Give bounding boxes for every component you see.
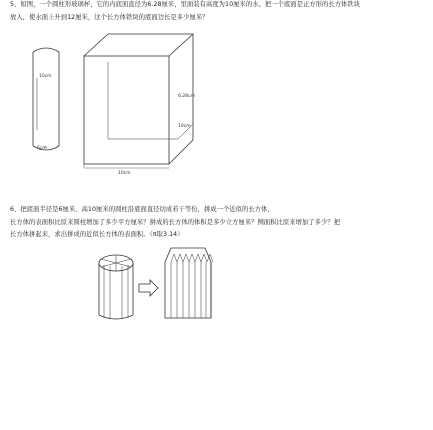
question-5-line-2: 放入，使水面上升到12厘米，这个长方体铁块的底面边长是多少厘米？: [10, 13, 209, 21]
sliced-cylinder: [99, 255, 133, 319]
question-6-line-1: 6、把底面半径是6厘米、高10厘米的圆柱沿底面直径切成若干等份，拼成一个近似的长方体，: [10, 206, 274, 213]
box-height-label: 10cm: [178, 124, 191, 129]
cylinder-diameter-label: 6cm: [37, 146, 47, 151]
box-diagram: [84, 34, 193, 168]
question-6: [10, 204, 420, 242]
question-6-figure: [99, 248, 213, 319]
cylinder-diagram: [33, 48, 59, 150]
question-6-line-2: 长方体的表面积比原来圆柱增加了多少平方厘米？拼成的长方体的体积是多少立方厘米？侧面积比原来增加了多少？把: [10, 218, 341, 226]
box-width-label: 10cm: [118, 171, 131, 176]
approximate-cuboid: [165, 248, 213, 318]
cylinder-height-label: 10cm: [39, 74, 52, 79]
transform-arrow-icon: [139, 280, 158, 296]
question-5-line-1: 5、如图，一个圆柱形玻璃杯，它的内底面直径为6.28厘米，里面装有高度为10厘米的水。把一个底面是正方形的长方体铁块: [10, 1, 361, 8]
box-side-label: 6.28cm: [178, 94, 195, 99]
question-6-line-3: 长方体拼起来，求出拼成的近似长方体的表面积。（π取3.14）: [10, 231, 184, 239]
